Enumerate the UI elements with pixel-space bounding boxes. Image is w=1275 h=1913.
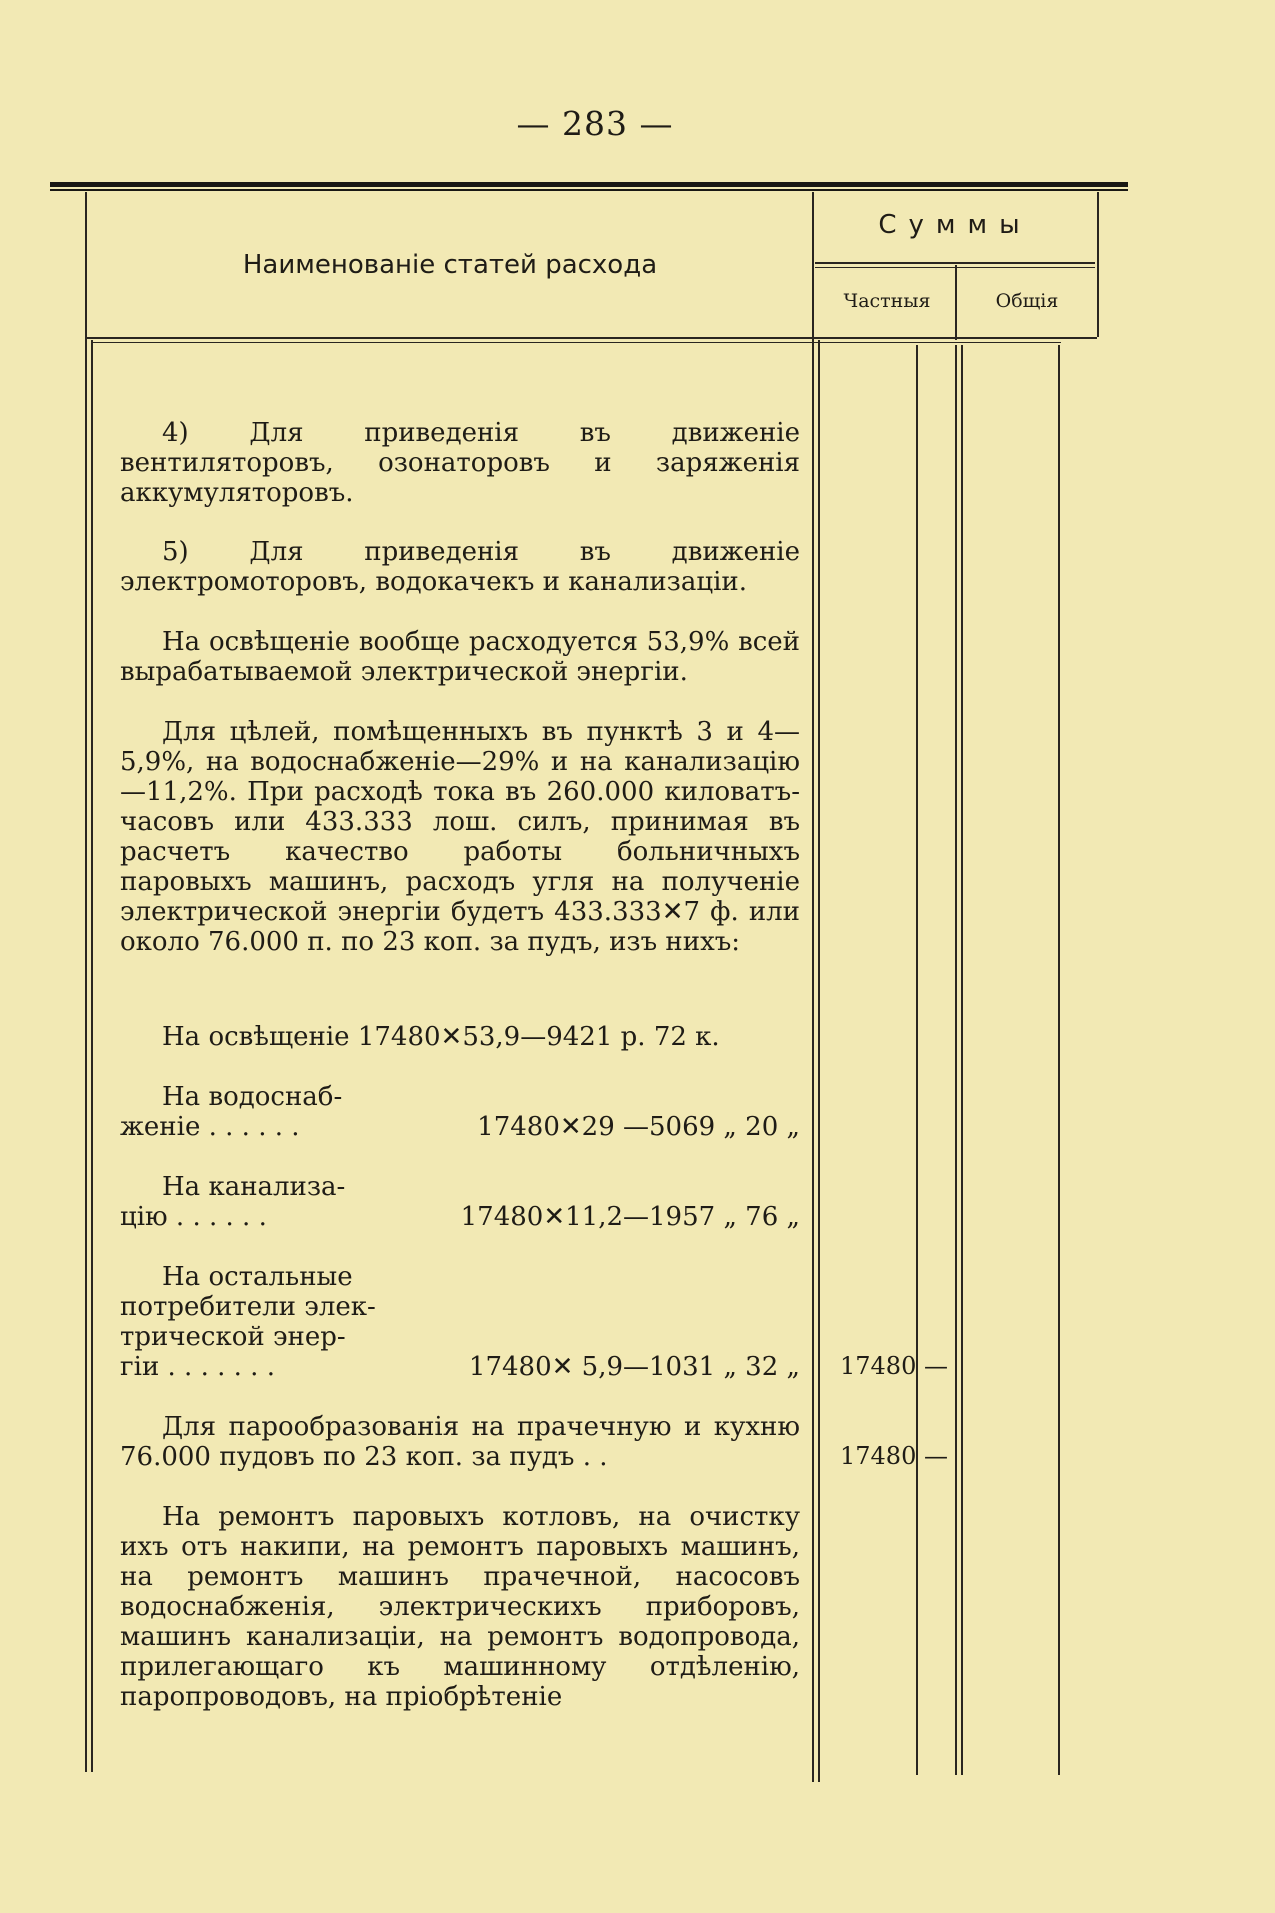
- table-border-left: [85, 192, 87, 1772]
- column-divider-sums: [812, 192, 814, 1782]
- column-divider-total-body: [961, 345, 963, 1775]
- amount-partial-electric: 17480 —: [840, 1352, 948, 1380]
- column-divider-partial-total-body: [955, 345, 957, 1775]
- page-number: — 283 —: [516, 104, 674, 143]
- paragraph-item-4: 4) Для приведенія въ движеніе вентиляторовъ, озонаторовъ и заряженія аккумуляторовъ.: [120, 418, 800, 508]
- header-bottom-rule-2: [91, 342, 1061, 343]
- table-border-left-2: [91, 340, 93, 1772]
- paragraph-lighting: На освѣщеніе вообще расходуется 53,9% всей вырабатываемой электрической энергіи.: [120, 627, 800, 687]
- column-divider-kop-1: [916, 345, 918, 1775]
- calc-sewer-value: 17480✕11,2—1957 „ 76 „: [460, 1202, 800, 1232]
- calc-water-label: женіе . . . . . .: [120, 1112, 300, 1142]
- header-rule-sums-2: [815, 267, 1095, 268]
- calc-water-line-1: На водоснаб-: [162, 1082, 343, 1112]
- calc-water-value: 17480✕29 —5069 „ 20 „: [477, 1112, 800, 1142]
- calc-other-line-3: трической энер-: [120, 1322, 346, 1352]
- paragraph-item-5: 5) Для приведенія въ движеніе электромоторовъ, водокачекъ и канализаціи.: [120, 537, 800, 597]
- calc-other-label: гіи . . . . . . .: [120, 1352, 275, 1382]
- amount-partial-steam: 17480 —: [840, 1442, 948, 1470]
- calc-sewer: [120, 1172, 800, 1232]
- paragraph-goals: Для цѣлей, помѣщенныхъ въ пунктѣ 3 и 4—5,9%, на водоснабженіе—29% и на канализацію—11,2%. При расходѣ тока въ 260.000 киловатъ-часовъ или 433.333 лош. силъ, принимая въ расчетъ качество работы больничныхъ паровыхъ машинъ, расходъ угля на полученіе электрической энергіи будетъ 433.333✕7 ф. или около 76.000 п. по 23 коп. за пудъ, изъ нихъ:: [120, 717, 800, 957]
- column-divider-partial-total: [955, 265, 957, 340]
- top-rule: [50, 182, 1128, 187]
- calc-other-value: 17480✕ 5,9—1031 „ 32 „: [468, 1352, 800, 1382]
- calc-other-line-2: потребители элек-: [120, 1292, 376, 1322]
- column-divider-kop-2: [1058, 345, 1060, 1775]
- header-rule-sums: [815, 262, 1095, 264]
- calc-sewer-label: цію . . . . . .: [120, 1202, 267, 1232]
- paragraph-repair: На ремонтъ паровыхъ котловъ, на очистку ихъ отъ накипи, на ремонтъ паровыхъ машинъ, на ремонтъ машинъ прачечной, насосовъ водоснабженія, электрическихъ приборовъ, машинъ канализаціи, на ремонтъ водопровода, прилегающаго къ машинному отдѣленію, паропроводовъ, на пріобрѣтеніе: [120, 1502, 800, 1712]
- paragraph-steam: Для парообразованія на прачечную и кухню 76.000 пудовъ по 23 коп. за пудъ . .: [120, 1412, 800, 1472]
- calc-other-line-4: [120, 1352, 800, 1382]
- column-header-sums: Суммы: [878, 210, 1032, 240]
- calc-other: [120, 1262, 800, 1382]
- column-header-partial: Частныя: [843, 290, 931, 312]
- top-rule-2: [50, 189, 1128, 191]
- column-header-name: Наименованіе статей расхода: [242, 250, 658, 280]
- calc-other-line-1: На остальные: [162, 1262, 353, 1292]
- calc-water: [120, 1082, 800, 1142]
- column-header-total: Общія: [995, 290, 1059, 312]
- table-border-right: [1097, 192, 1099, 337]
- calc-sewer-line-2: [120, 1202, 800, 1232]
- header-bottom-rule: [85, 337, 1097, 339]
- calc-sewer-line-1: На канализа-: [162, 1172, 346, 1202]
- calc-lighting: На освѣщеніе 17480✕53,9—9421 р. 72 к.: [162, 1022, 720, 1052]
- calc-water-line-2: [120, 1112, 800, 1142]
- column-divider-sums-2: [818, 340, 820, 1782]
